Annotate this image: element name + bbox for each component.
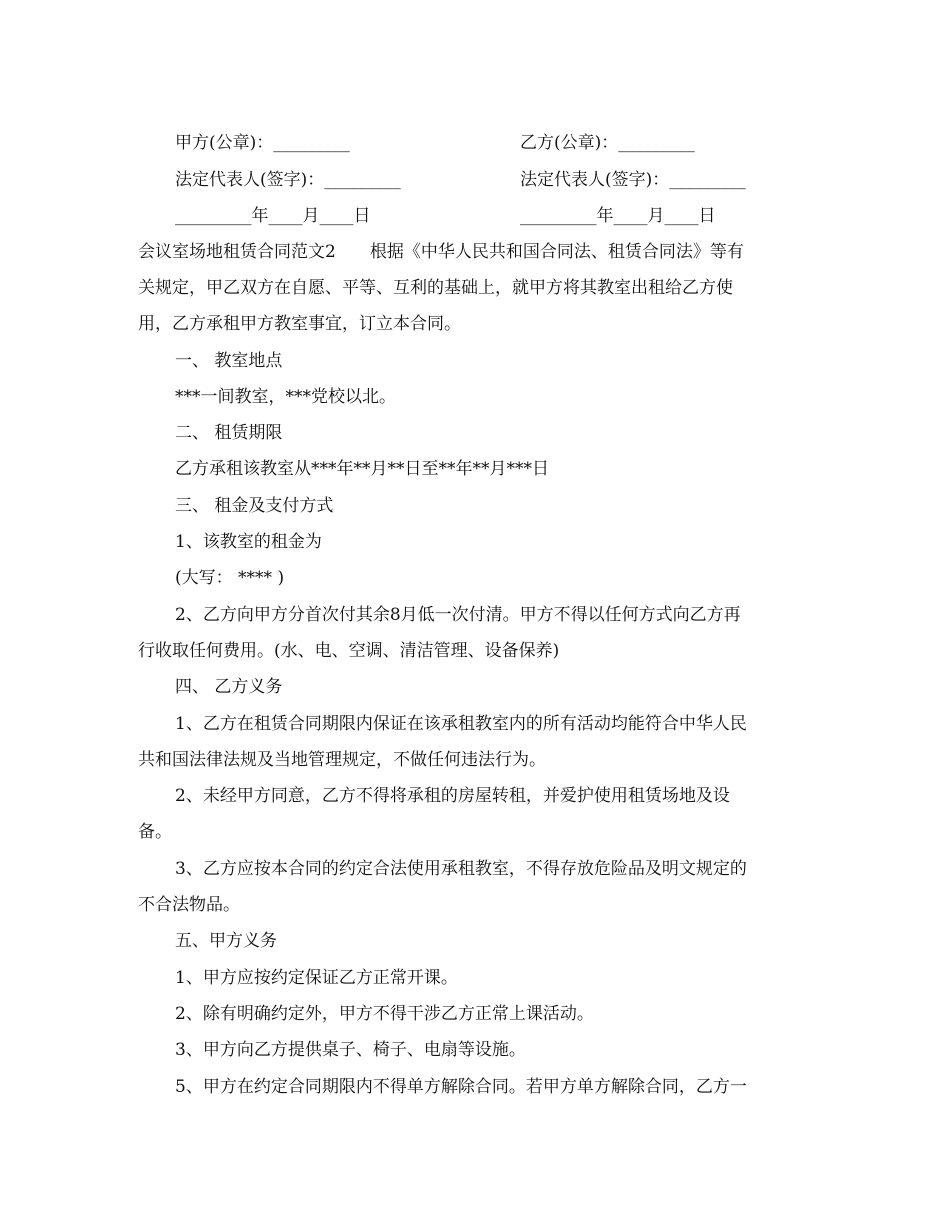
section-1-heading: 一、 教室地点 [175,351,283,371]
section-3-item-1-amount: (大写： **** ) [175,568,285,588]
party-a-seal-line: 甲方(公章)：_________ [175,133,350,153]
intro-paragraph-line-2: 关规定，甲乙双方在自愿、平等、互利的基础上，就甲方将其教室出租给乙方使 [138,278,733,298]
party-a-date-line: _________年____月____日 [175,206,371,226]
section-2-text: 乙方承租该教室从***年**月**日至**年**月***日 [175,459,549,479]
party-b-date-line: _________年____月____日 [520,206,716,226]
section-5-heading: 五、甲方义务 [175,931,277,951]
section-2-heading: 二、 租赁期限 [175,423,283,443]
section-5-item-2: 2、除有明确约定外，甲方不得干涉乙方正常上课活动。 [175,1004,594,1024]
section-4-item-3-line-1: 3、乙方应按本合同的约定合法使用承租教室，不得存放危险品及明文规定的 [175,859,747,879]
party-b-seal-line: 乙方(公章)：_________ [520,133,695,153]
party-a-representative-line: 法定代表人(签字)：_________ [175,170,401,190]
section-3-item-2-line-2: 行收取任何费用。(水、电、空调、清洁管理、设备保养) [138,641,560,661]
section-4-item-3-line-2: 不合法物品。 [138,895,240,915]
intro-paragraph-line-1: 会议室场地租赁合同范文2 根据《中华人民共和国合同法、租赁合同法》等有 [138,242,744,262]
section-4-item-2-line-2: 备。 [138,822,172,842]
section-5-item-3: 3、甲方向乙方提供桌子、椅子、电扇等设施。 [175,1040,526,1060]
section-5-item-5-line-1: 5、甲方在约定合同期限内不得单方解除合同。若甲方单方解除合同，乙方一 [175,1077,747,1097]
party-b-representative-line: 法定代表人(签字)：_________ [520,170,746,190]
section-4-item-1-line-2: 共和国法律法规及当地管理规定，不做任何违法行为。 [138,750,546,770]
section-5-item-1: 1、甲方应按约定保证乙方正常开课。 [175,968,458,988]
section-3-item-1: 1、该教室的租金为 [175,532,322,552]
section-4-heading: 四、 乙方义务 [175,677,283,697]
intro-paragraph-line-3: 用，乙方承租甲方教室事宜，订立本合同。 [138,314,461,334]
section-1-text: ***一间教室，***党校以北。 [175,387,396,407]
section-3-item-2-line-1: 2、乙方向甲方分首次付其余8月低一次付清。甲方不得以任何方式向乙方再 [175,605,741,625]
section-4-item-2-line-1: 2、未经甲方同意，乙方不得将承租的房屋转租，并爱护使用租赁场地及设 [175,786,730,806]
section-4-item-1-line-1: 1、乙方在租赁合同期限内保证在该承租教室内的所有活动均能符合中华人民 [175,714,747,734]
section-3-heading: 三、 租金及支付方式 [175,496,334,516]
